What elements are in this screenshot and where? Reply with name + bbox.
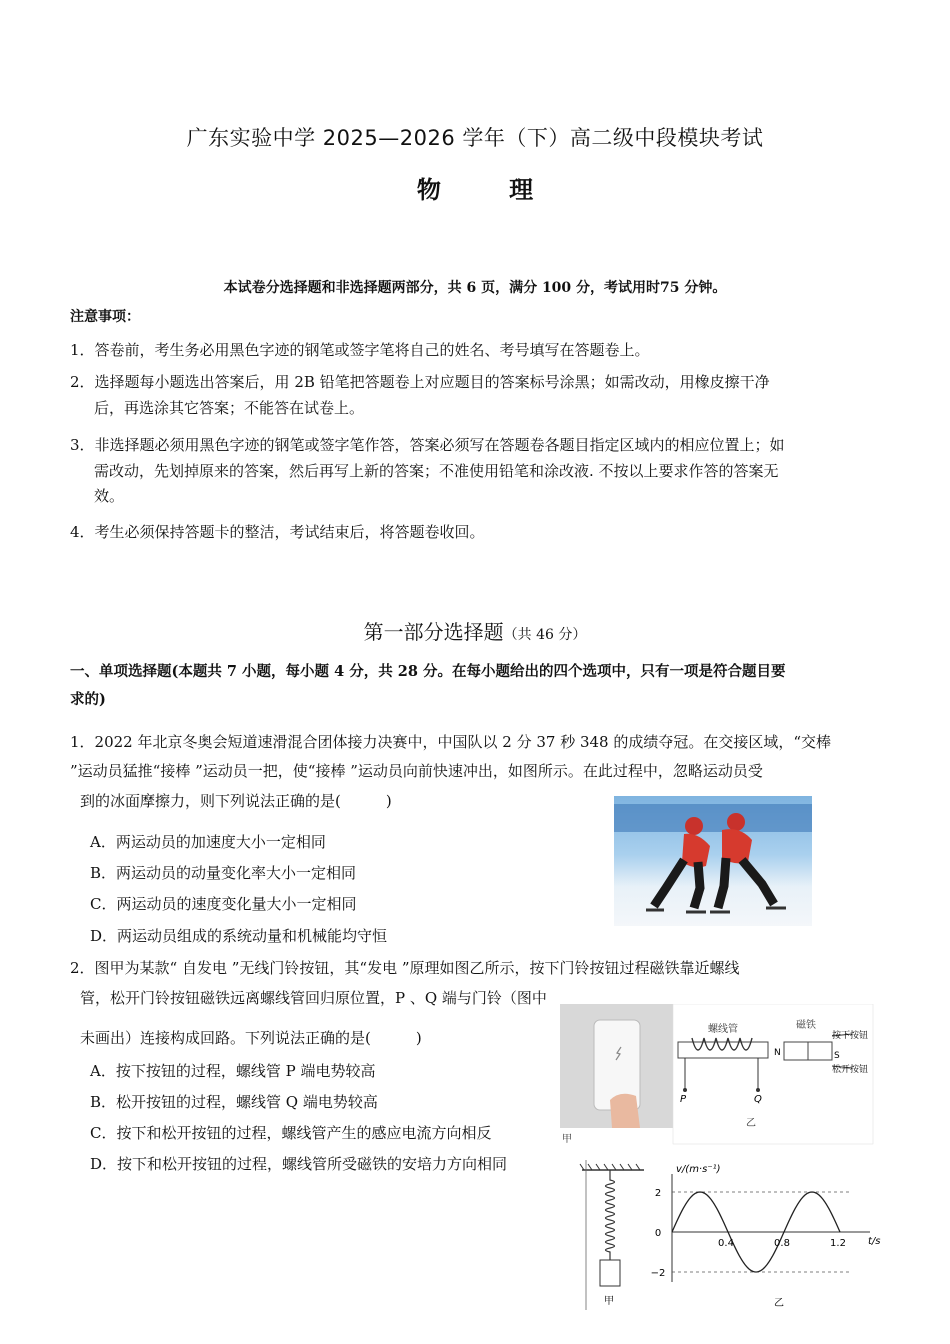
part1-title-text: 第一部分选择题 <box>363 620 504 644</box>
coil-label: 螺线管 <box>708 1024 738 1035</box>
notice-item-2-line-2: 后，再选涂其它答案；不能答在试卷上。 <box>94 399 365 417</box>
vt-graph <box>651 1164 881 1282</box>
notice-item-3-line-2: 需改动，先划掉原来的答案，然后再写上新的答案；不准使用铅笔和涂改液. 不按以上要求作答的答案无 <box>94 462 779 480</box>
x-tick-label: 1.2 <box>830 1238 846 1249</box>
notice-heading: 注意事项： <box>70 309 140 325</box>
doorbell-figure <box>560 1004 876 1146</box>
spring-mass <box>600 1260 620 1286</box>
spring-coil <box>606 1170 615 1260</box>
y-tick-label: 2 <box>654 1188 662 1199</box>
release-button-label: 松开按钮 <box>832 1065 869 1075</box>
notice-item-3-line-3: 效。 <box>94 487 125 505</box>
notice-item-3-line-1: 3．非选择题必须用黑色字迹的钢笔或签字笔作答，答案必须写在答题卷各题目指定区域内的相应位置上；如 <box>70 436 785 454</box>
q2-line-3: 未画出）连接构成回路。下列说法正确的是( ) <box>80 1029 422 1047</box>
skaters-photo <box>614 796 812 926</box>
x-tick-label: 0.8 <box>774 1238 790 1249</box>
fig-yi-label: 乙 <box>746 1118 756 1129</box>
subject-title: 物 理 <box>416 176 564 204</box>
fig-jia-label: 甲 <box>562 1134 572 1145</box>
q1-line-3: 到的冰面摩擦力，则下列说法正确的是( ) <box>80 792 392 810</box>
section-heading-line-1: 一、单项选择题(本题共 7 小题，每小题 4 分，共 28 分。在每小题给出的四个选项中，只有一项是符合题目要 <box>70 663 786 680</box>
exam-intro: 本试卷分选择题和非选择题两部分，共 6 页，满分 100 分，考试用时75 分钟。 <box>223 280 727 296</box>
q2-option-d: D．按下和松开按钮的过程，螺线管所受磁铁的安培力方向相同 <box>90 1155 508 1173</box>
q2-option-b: B．松开按钮的过程，螺线管 Q 端电势较高 <box>90 1093 378 1111</box>
q1-line-2: ”运动员猛推“接棒 ”运动员一把，使“接棒 ”运动员向前快速冲出，如图所示。在此过程中，忽略运动员受 <box>70 762 763 780</box>
magnet-s-label: S <box>834 1051 840 1061</box>
q-terminal-label: Q <box>754 1094 762 1105</box>
section-heading-line-2: 求的) <box>70 691 106 708</box>
magnet-n-label: N <box>774 1048 781 1058</box>
p-terminal-label: P <box>680 1094 687 1105</box>
part1-score: （共 46 分） <box>503 627 587 643</box>
q2-option-a: A．按下按钮的过程，螺线管 P 端电势较高 <box>90 1062 376 1080</box>
q1-line-1: 1．2022 年北京冬奥会短道速滑混合团体接力决赛中，中国队以 2 分 37 秒 348 的成绩夺冠。在交接区域，“交棒 <box>70 733 832 751</box>
q1-option-d: D．两运动员组成的系统动量和机械能均守恒 <box>90 927 388 945</box>
x-tick-label: 0.4 <box>718 1238 734 1249</box>
q1-option-b: B．两运动员的动量变化率大小一定相同 <box>90 864 357 882</box>
y-tick-label: −2 <box>650 1268 666 1279</box>
notice-item-2-line-1: 2．选择题每小题选出答案后，用 2B 铅笔把答题卷上对应题目的答案标号涂黑；如需改动，用橡皮擦干净 <box>70 373 770 391</box>
vt-fig-yi-label: 乙 <box>774 1298 784 1309</box>
magnet-label: 磁铁 <box>796 1020 816 1031</box>
q2-line-1: 2．图甲为某款“ 自发电 ”无线门铃按钮，其“发电 ”原理如图乙所示，按下门铃按钮过程磁铁靠近螺线 <box>70 959 740 977</box>
q2-option-c: C．按下和松开按钮的过程，螺线管产生的感应电流方向相反 <box>90 1124 492 1142</box>
y-axis-label: v/(m·s⁻¹) <box>676 1164 721 1175</box>
exam-title: 广东实验中学 2025—2026 学年（下）高二级中段模块考试 <box>186 126 764 150</box>
press-button-label: 按下按钮 <box>832 1031 869 1041</box>
q1-option-c: C．两运动员的速度变化量大小一定相同 <box>90 895 357 913</box>
q1-option-a: A．两运动员的加速度大小一定相同 <box>90 833 326 851</box>
spring-fig-jia-label: 甲 <box>604 1296 614 1307</box>
notice-item-4: 4．考生必须保持答题卡的整洁，考试结束后，将答题卷收回。 <box>70 523 485 541</box>
part1-title <box>0 616 950 645</box>
notice-item-1: 1．答卷前，考生务必用黑色字迹的钢笔或签字笔将自己的姓名、考号填写在答题卷上。 <box>70 341 650 359</box>
spring-vt-figure <box>578 1160 884 1310</box>
x-axis-label: t/s <box>868 1236 881 1247</box>
y-tick-label: 0 <box>654 1228 662 1239</box>
q2-line-2: 管，松开门铃按钮磁铁远离螺线管回归原位置，P 、Q 端与门铃（图中 <box>80 989 547 1007</box>
